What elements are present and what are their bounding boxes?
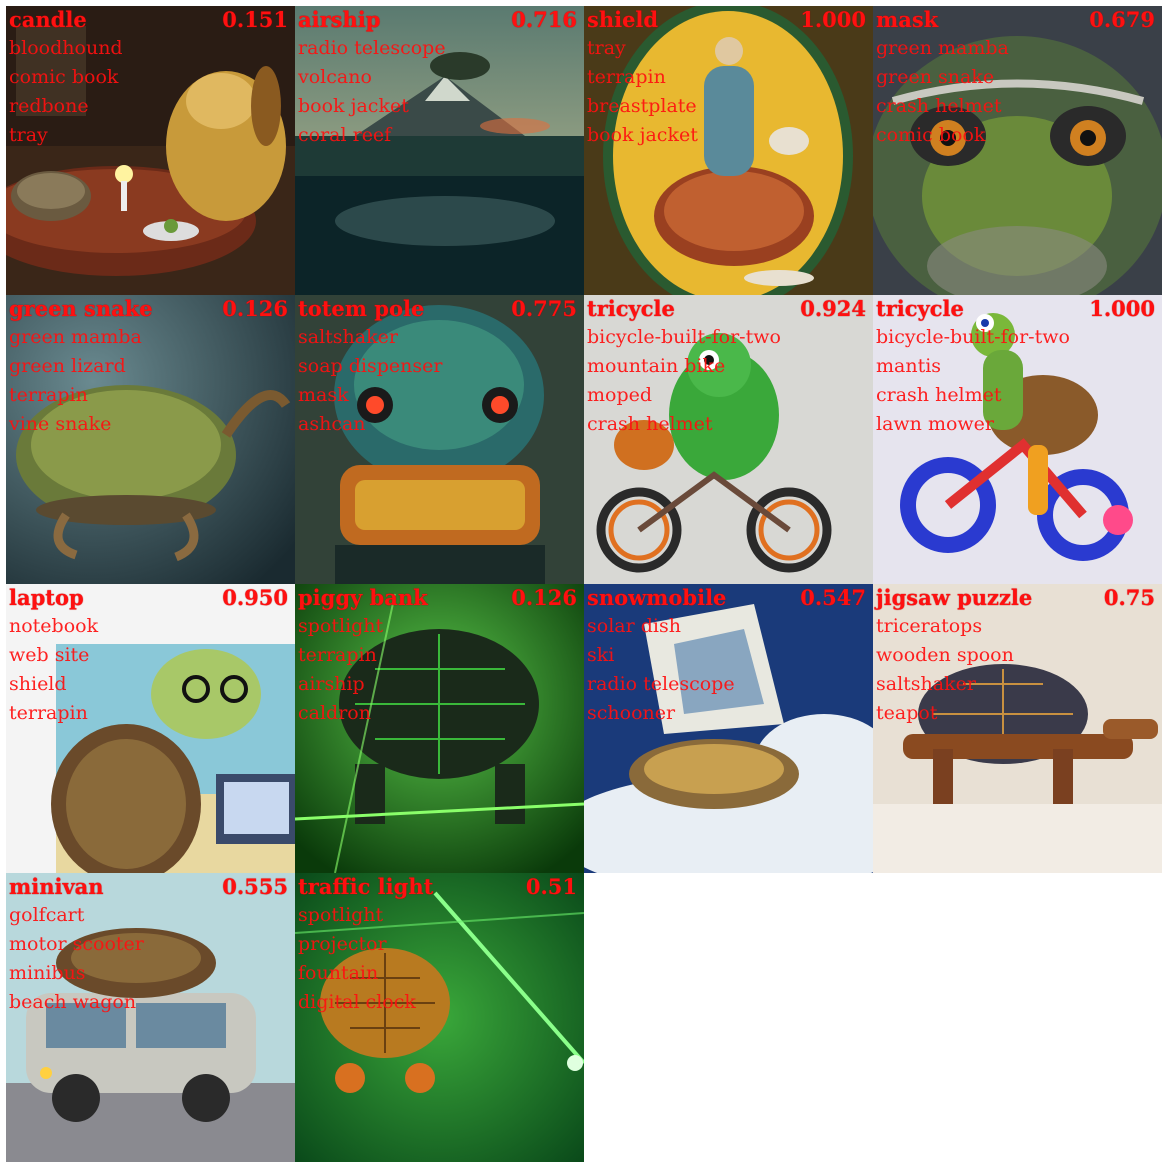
alt-class: bicycle-built-for-two [587, 326, 781, 348]
alt-class: motor scooter [9, 933, 144, 955]
alt-class: green mamba [9, 326, 142, 348]
alt-class: mantis [876, 355, 942, 377]
top-class: jigsaw puzzle [876, 585, 1033, 610]
alt-class: tray [587, 37, 626, 59]
tile-jigsaw-puzzle [873, 584, 1162, 873]
alt-class: radio telescope [587, 673, 735, 695]
alt-class: lawn mower [876, 413, 994, 435]
alt-class: saltshaker [298, 326, 398, 348]
confidence-score: 1.000 [800, 7, 866, 32]
alt-class: fountain [298, 962, 379, 984]
tile-laptop [6, 584, 295, 873]
alt-class: crash helmet [587, 413, 713, 435]
tile-minivan [6, 873, 295, 1162]
top-class: candle [9, 7, 87, 32]
top-class: totem pole [298, 296, 425, 321]
alt-class: moped [587, 384, 653, 406]
alt-class: teapot [876, 702, 938, 724]
alt-class: minibus [9, 962, 86, 984]
alt-class: tray [9, 124, 48, 146]
confidence-score: 0.547 [800, 585, 866, 610]
alt-class: coral reef [298, 124, 392, 146]
alt-class: crash helmet [876, 384, 1002, 406]
alt-class: volcano [298, 66, 372, 88]
tile-green-snake [6, 295, 295, 584]
tile-tricycle-2 [873, 295, 1162, 584]
alt-class: beach wagon [9, 991, 137, 1013]
top-class: laptop [9, 585, 84, 610]
confidence-score: 0.51 [525, 874, 577, 899]
alt-class: mountain bike [587, 355, 726, 377]
alt-class: airship [298, 673, 365, 695]
confidence-score: 0.126 [511, 585, 577, 610]
alt-class: comic book [9, 66, 119, 88]
alt-class: web site [9, 644, 90, 666]
confidence-score: 0.75 [1103, 585, 1155, 610]
top-class: airship [298, 7, 381, 32]
alt-class: schooner [587, 702, 676, 724]
alt-class: crash helmet [876, 95, 1002, 117]
alt-class: saltshaker [876, 673, 976, 695]
confidence-score: 0.126 [222, 296, 288, 321]
alt-class: notebook [9, 615, 99, 637]
alt-class: book jacket [298, 95, 409, 117]
tile-piggy-bank [295, 584, 584, 873]
alt-class: terrapin [9, 702, 88, 724]
top-class: traffic light [298, 874, 434, 899]
alt-class: spotlight [298, 904, 384, 926]
top-class: piggy bank [298, 585, 428, 610]
alt-class: projector [298, 933, 387, 955]
alt-class: terrapin [587, 66, 666, 88]
confidence-score: 0.716 [511, 7, 577, 32]
top-class: mask [876, 7, 939, 32]
confidence-score: 0.775 [511, 296, 577, 321]
alt-class: radio telescope [298, 37, 446, 59]
alt-class: terrapin [298, 644, 377, 666]
confidence-score: 0.924 [800, 296, 866, 321]
top-class: shield [587, 7, 659, 32]
top-class: green snake [9, 296, 153, 321]
confidence-score: 0.151 [222, 7, 288, 32]
alt-class: mask [298, 384, 349, 406]
alt-class: solar dish [587, 615, 681, 637]
alt-class: ashcan [298, 413, 366, 435]
alt-class: ski [587, 644, 615, 666]
alt-class: green snake [876, 66, 995, 88]
top-class: tricycle [876, 296, 964, 321]
alt-class: bicycle-built-for-two [876, 326, 1070, 348]
tile-traffic-light [295, 873, 584, 1162]
top-class: minivan [9, 874, 104, 899]
tile-mask [873, 6, 1162, 295]
alt-class: spotlight [298, 615, 384, 637]
alt-class: redbone [9, 95, 89, 117]
confidence-score: 0.679 [1089, 7, 1155, 32]
alt-class: comic book [876, 124, 986, 146]
alt-class: book jacket [587, 124, 698, 146]
top-class: tricycle [587, 296, 675, 321]
alt-class: golfcart [9, 904, 85, 926]
alt-class: green mamba [876, 37, 1009, 59]
alt-class: digital clock [298, 991, 416, 1013]
tile-totem-pole [295, 295, 584, 584]
tile-airship [295, 6, 584, 295]
alt-class: triceratops [876, 615, 983, 637]
alt-class: soap dispenser [298, 355, 443, 377]
tile-candle [6, 6, 295, 295]
image-grid [6, 6, 1160, 1158]
tile-tricycle-1 [584, 295, 873, 584]
tile-shield [584, 6, 873, 295]
top-class: snowmobile [587, 585, 727, 610]
alt-class: bloodhound [9, 37, 123, 59]
confidence-score: 1.000 [1089, 296, 1155, 321]
confidence-score: 0.555 [222, 874, 288, 899]
alt-class: wooden spoon [876, 644, 1014, 666]
alt-class: green lizard [9, 355, 126, 377]
alt-class: vine snake [9, 413, 112, 435]
alt-class: caldron [298, 702, 371, 724]
alt-class: shield [9, 673, 67, 695]
alt-class: terrapin [9, 384, 88, 406]
alt-class: breastplate [587, 95, 697, 117]
tile-snowmobile [584, 584, 873, 873]
confidence-score: 0.950 [222, 585, 288, 610]
